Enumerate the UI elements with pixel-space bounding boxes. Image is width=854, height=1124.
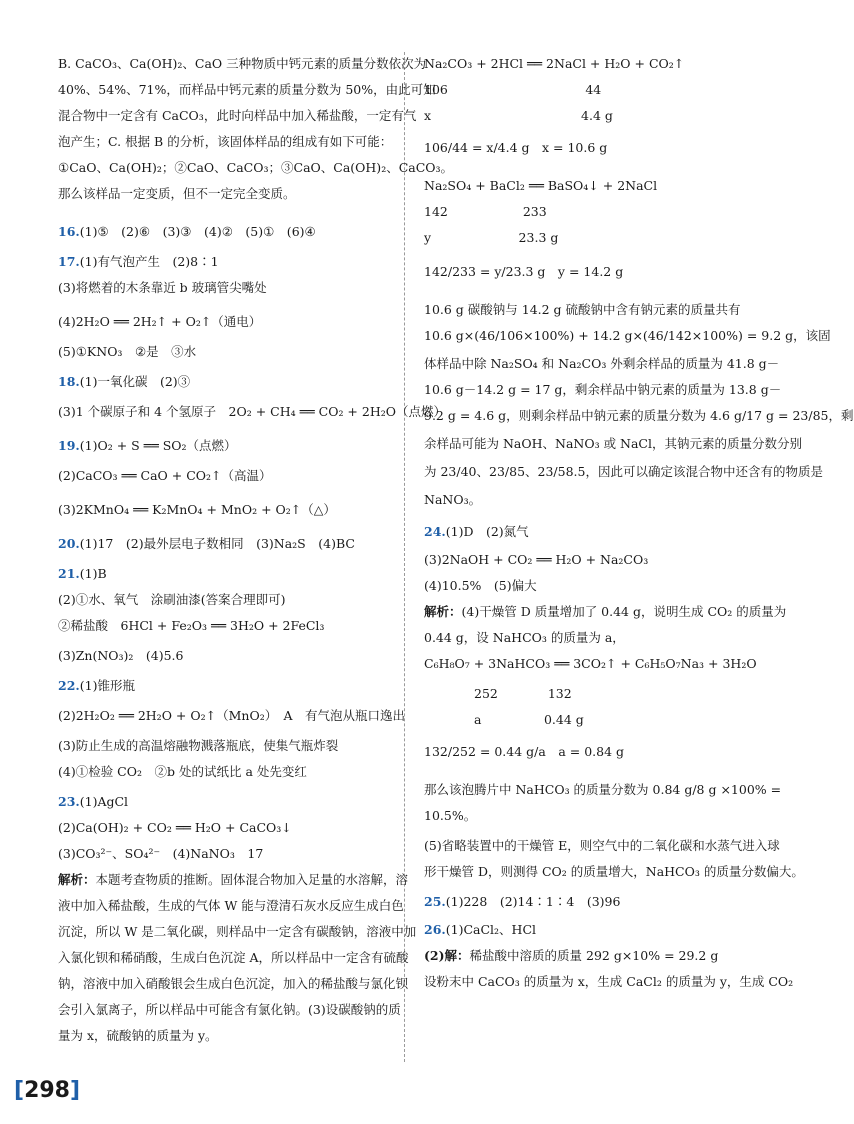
question-number: 23. bbox=[58, 794, 80, 809]
right-line bbox=[424, 894, 620, 910]
left-line: ②稀盐酸 6HCl + Fe₂O₃ ══ 3H₂O + 2FeCl₃ bbox=[58, 618, 325, 633]
right-line: 10.6 g 碳酸钠与 14.2 g 硫酸钠中含有钠元素的质量共有 bbox=[424, 302, 741, 317]
line-text: (1)⑤ (2)⑥ (3)③ (4)② (5)① (6)④ bbox=[79, 224, 316, 239]
right-line: (4)10.5% (5)偏大 bbox=[424, 578, 537, 593]
line-text: (1)一氧化碳 (2)③ bbox=[79, 374, 191, 389]
right-line: 10.6 g×(46/106×100%) + 14.2 g×(46/142×100%) = 9.2 g，该固 bbox=[424, 328, 831, 343]
left-line: 那么该样品一定变质，但不一定完全变质。 bbox=[58, 186, 296, 201]
left-line: (3)CO₃²⁻、SO₄²⁻ (4)NaNO₃ 17 bbox=[58, 846, 264, 861]
question-number: 26. bbox=[424, 922, 446, 937]
line-text: (1)O₂ + S ══ SO₂（点燃） bbox=[79, 438, 237, 453]
line-text: 稀盐酸中溶质的质量 292 g×10% = 29.2 g bbox=[469, 948, 719, 963]
left-line: (2)Ca(OH)₂ + CO₂ ══ H₂O + CaCO₃↓ bbox=[58, 820, 292, 835]
question-number: 21. bbox=[58, 566, 80, 581]
left-line: (3)将燃着的木条靠近 b 玻璃管尖嘴处 bbox=[58, 280, 267, 295]
left-line: 沉淀，所以 W 是二氧化碳，则样品中一定含有碳酸钠，溶液中加 bbox=[58, 924, 417, 939]
left-line bbox=[58, 374, 190, 390]
right-line: NaNO₃。 bbox=[424, 492, 482, 507]
right-line bbox=[424, 524, 529, 540]
left-line: (5)①KNO₃ ②是 ③水 bbox=[58, 344, 197, 359]
right-line: y 23.3 g bbox=[424, 230, 559, 245]
left-line: (3)Zn(NO₃)₂ (4)5.6 bbox=[58, 648, 184, 663]
question-number: 24. bbox=[424, 524, 446, 539]
left-line: (2)CaCO₃ ══ CaO + CO₂↑（高温） bbox=[58, 468, 272, 483]
left-line bbox=[58, 794, 128, 810]
right-line: 106/44 = x/4.4 g x = 10.6 g bbox=[424, 140, 608, 155]
right-line: 体样品中除 Na₂SO₄ 和 Na₂CO₃ 外剩余样品的质量为 41.8 g－ bbox=[424, 356, 780, 371]
right-line: a 0.44 g bbox=[424, 712, 584, 727]
right-line: Na₂SO₄ + BaCl₂ ══ BaSO₄↓ + 2NaCl bbox=[424, 178, 658, 193]
left-line bbox=[58, 872, 408, 888]
line-text: (1)B bbox=[79, 566, 107, 581]
right-line: 那么该泡腾片中 NaHCO₃ 的质量分数为 0.84 g/8 g ×100% = bbox=[424, 782, 782, 797]
left-line: 40%、54%、71%，而样品中钙元素的质量分数为 50%，由此可知 bbox=[58, 82, 436, 97]
right-line: 10.6 g－14.2 g = 17 g，剩余样品中钠元素的质量为 13.8 g－ bbox=[424, 382, 782, 397]
left-line bbox=[58, 438, 237, 454]
line-text: (4)干燥管 D 质量增加了 0.44 g，说明生成 CO₂ 的质量为 bbox=[461, 604, 787, 619]
question-number: 22. bbox=[58, 678, 80, 693]
left-line: 钠，溶液中加入硝酸银会生成白色沉淀，加入的稀盐酸与氯化钡 bbox=[58, 976, 409, 991]
analysis-label: 解析： bbox=[424, 604, 462, 619]
left-line: 液中加入稀盐酸，生成的气体 W 能与澄清石灰水反应生成白色 bbox=[58, 898, 404, 913]
right-line: x 4.4 g bbox=[424, 108, 613, 123]
line-text: (1)228 (2)14∶1∶4 (3)96 bbox=[445, 894, 621, 909]
line-text: (1)AgCl bbox=[79, 794, 129, 809]
left-line: B. CaCO₃、Ca(OH)₂、CaO 三种物质中钙元素的质量分数依次为 bbox=[58, 56, 427, 71]
question-number: 25. bbox=[424, 894, 446, 909]
left-line bbox=[58, 224, 316, 240]
right-line: Na₂CO₃ + 2HCl ══ 2NaCl + H₂O + CO₂↑ bbox=[424, 56, 685, 71]
right-line: 106 44 bbox=[424, 82, 602, 97]
question-number: 17. bbox=[58, 254, 80, 269]
right-line: 132/252 = 0.44 g/a a = 0.84 g bbox=[424, 744, 625, 759]
left-line bbox=[58, 536, 355, 552]
right-line: 142 233 bbox=[424, 204, 547, 219]
line-text: (1)有气泡产生 (2)8∶1 bbox=[79, 254, 219, 269]
right-line: 余样品可能为 NaOH、NaNO₃ 或 NaCl，其钠元素的质量分数分别 bbox=[424, 436, 802, 451]
line-text: (1)17 (2)最外层电子数相同 (3)Na₂S (4)BC bbox=[79, 536, 355, 551]
right-line: 设粉末中 CaCO₃ 的质量为 x，生成 CaCl₂ 的质量为 y，生成 CO₂ bbox=[424, 974, 794, 989]
analysis-label: (2)解： bbox=[424, 948, 470, 963]
left-line bbox=[58, 678, 135, 694]
right-line: 9.2 g = 4.6 g，则剩余样品中钠元素的质量分数为 4.6 g/17 g = 23/85，剩 bbox=[424, 408, 854, 423]
analysis-label: 解析： bbox=[58, 872, 96, 887]
right-line bbox=[424, 948, 718, 964]
question-number: 20. bbox=[58, 536, 80, 551]
left-line: 泡产生；C. 根据 B 的分析，该固体样品的组成有如下可能： bbox=[58, 134, 393, 149]
question-number: 16. bbox=[58, 224, 80, 239]
right-line: 形干燥管 D，则测得 CO₂ 的质量增大，NaHCO₃ 的质量分数偏大。 bbox=[424, 864, 804, 879]
right-line bbox=[424, 922, 536, 938]
left-line: (4)2H₂O ══ 2H₂↑ + O₂↑（通电） bbox=[58, 314, 262, 329]
left-line: (3)1 个碳原子和 4 个氢原子 2O₂ + CH₄ ══ CO₂ + 2H₂O（点燃） bbox=[58, 404, 446, 419]
line-text: (1)CaCl₂、HCl bbox=[445, 922, 537, 937]
right-line: 142/233 = y/23.3 g y = 14.2 g bbox=[424, 264, 624, 279]
left-line: (3)防止生成的高温熔融物溅落瓶底，使集气瓶炸裂 bbox=[58, 738, 339, 753]
right-line: 0.44 g，设 NaHCO₃ 的质量为 a， bbox=[424, 630, 625, 645]
left-line: (2)①水、氧气 涂刷油漆(答案合理即可) bbox=[58, 592, 286, 607]
right-line: (5)省略装置中的干燥管 E，则空气中的二氧化碳和水蒸气进入球 bbox=[424, 838, 780, 853]
column-divider bbox=[404, 52, 405, 1062]
left-line: 混合物中一定含有 CaCO₃，此时向样品中加入稀盐酸，一定有气 bbox=[58, 108, 417, 123]
left-line: 量为 x，硫酸钠的质量为 y。 bbox=[58, 1028, 218, 1043]
page-number: [298] bbox=[14, 1078, 81, 1103]
left-line: 入氯化钡和稀硝酸，生成白色沉淀 A，所以样品中一定含有硫酸 bbox=[58, 950, 409, 965]
question-number: 19. bbox=[58, 438, 80, 453]
left-line: (3)2KMnO₄ ══ K₂MnO₄ + MnO₂ + O₂↑（△） bbox=[58, 502, 336, 517]
line-text: (1)锥形瓶 bbox=[79, 678, 135, 693]
right-line: 10.5%。 bbox=[424, 808, 477, 823]
right-line: C₆H₈O₇ + 3NaHCO₃ ══ 3CO₂↑ + C₆H₅O₇Na₃ + 3H₂O bbox=[424, 656, 757, 671]
line-text: (1)D (2)氮气 bbox=[445, 524, 529, 539]
right-line: 252 132 bbox=[424, 686, 572, 701]
left-line: (2)2H₂O₂ ══ 2H₂O + O₂↑（MnO₂） A 有气泡从瓶口逸出 bbox=[58, 708, 405, 723]
left-line: 会引入氯离子，所以样品中可能含有氯化钠。(3)设碳酸钠的质 bbox=[58, 1002, 401, 1017]
question-number: 18. bbox=[58, 374, 80, 389]
left-line: ①CaO、Ca(OH)₂；②CaO、CaCO₃；③CaO、Ca(OH)₂、CaCO₃。 bbox=[58, 160, 454, 175]
line-text: 本题考查物质的推断。固体混合物加入足量的水溶解，溶 bbox=[95, 872, 409, 887]
right-line bbox=[424, 604, 786, 620]
left-line bbox=[58, 566, 107, 582]
right-line: (3)2NaOH + CO₂ ══ H₂O + Na₂CO₃ bbox=[424, 552, 649, 567]
left-line: (4)①检验 CO₂ ②b 处的试纸比 a 处先变红 bbox=[58, 764, 307, 779]
left-line bbox=[58, 254, 219, 270]
right-line: 为 23/40、23/85、23/58.5，因此可以确定该混合物中还含有的物质是 bbox=[424, 464, 823, 479]
